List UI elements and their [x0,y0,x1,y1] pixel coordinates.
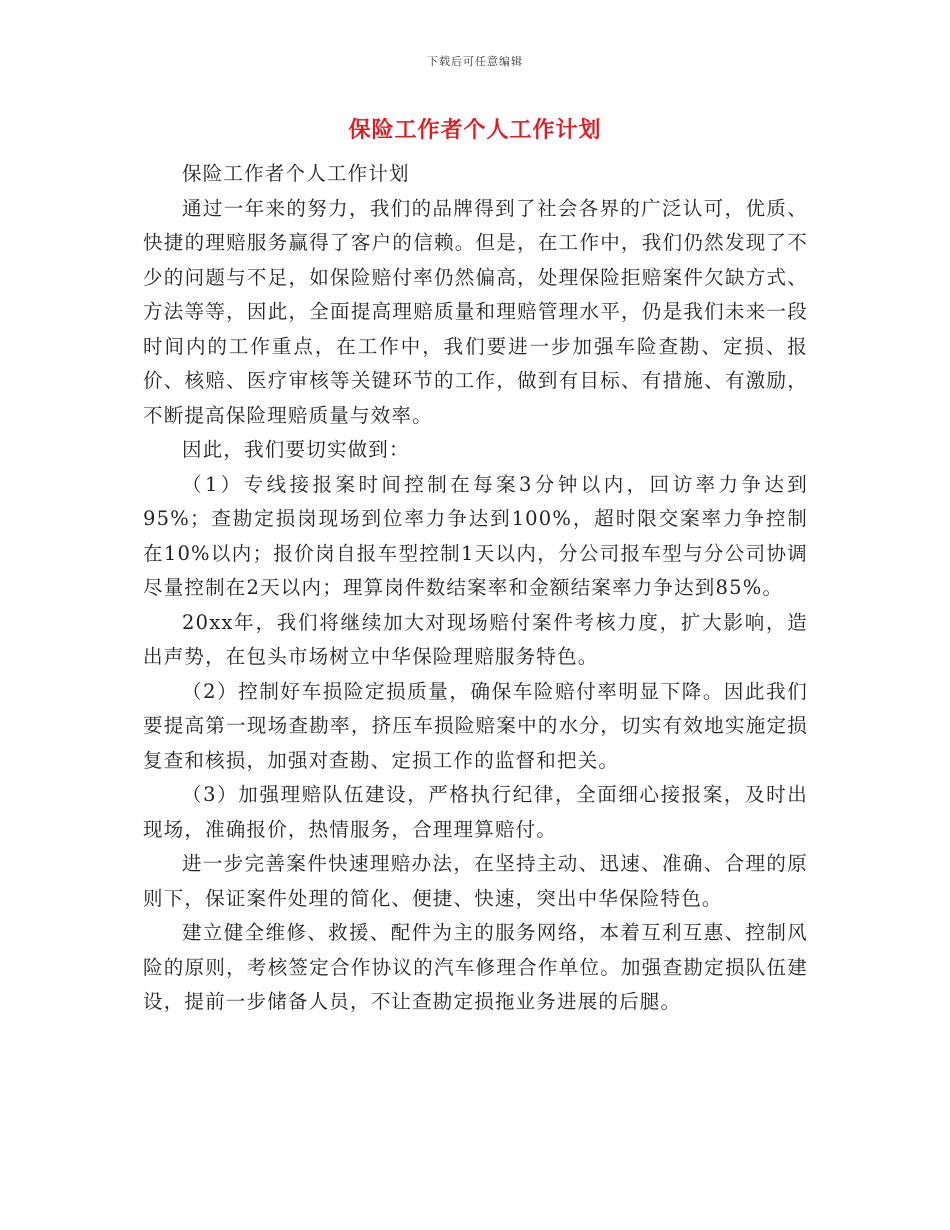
paragraph-service-network: 建立健全维修、救援、配件为主的服务网络，本着互利互惠、控制风险的原则，考核签定合作协议的汽车修理合作单位。加强查勘定损队伍建设，提前一步储备人员，不让查勘定损拖业务进展的后腿。 [143,921,808,1013]
page-header: 下载后可任意编辑 [427,55,523,68]
paragraph-fast-claims: 进一步完善案件快速理赔办法，在坚持主动、迅速、准确、合理的原则下，保证案件处理的简化、便捷、快速，突出中华保险特色。 [143,852,808,910]
paragraph-item-2: （2）控制好车损险定损质量，确保车险赔付率明显下降。因此我们要提高第一现场查勘率，挤压车损险赔案中的水分，切实有效地实施定损复查和核损，加强对查勘、定损工作的监督和把关。 [143,679,808,772]
paragraph-lead: 因此，我们要切实做到： [182,438,410,461]
document-body [143,157,808,1020]
document-title: 保险工作者个人工作计划 [348,117,602,143]
paragraph-plan: 20xx年，我们将继续加大对现场赔付案件考核力度，扩大影响，造出声势，在包头市场树立中华保险理赔服务特色。 [143,610,808,668]
paragraph-item-1: （1）专线接报案时间控制在每案3分钟以内，回访率力争达到95%；查勘定损岗现场到位率力争达到100%，超时限交案率力争控制在10%以内；报价岗自报车型控制1天以内，分公司报车型与分公司协调尽量控制在2天以内；理算岗件数结案率和金额结案率力争达到85%。 [143,472,808,599]
paragraph-item-3: （3）加强理赔队伍建设，严格执行纪律，全面细心接报案，及时出现场，准确报价，热情服务，合理理算赔付。 [143,783,808,841]
paragraph-subtitle: 保险工作者个人工作计划 [182,162,410,185]
paragraph-intro: 通过一年来的努力，我们的品牌得到了社会各界的广泛认可，优质、快捷的理赔服务赢得了客户的信赖。但是，在工作中，我们仍然发现了不少的问题与不足，如保险赔付率仍然偏高，处理保险拒赔案件欠缺方式、方法等等，因此，全面提高理赔质量和理赔管理水平，仍是我们未来一段时间内的工作重点，在工作中，我们要进一步加强车险查勘、定损、报价、核赔、医疗审核等关键环节的工作，做到有目标、有措施、有激励，不断提高保险理赔质量与效率。 [143,196,808,427]
